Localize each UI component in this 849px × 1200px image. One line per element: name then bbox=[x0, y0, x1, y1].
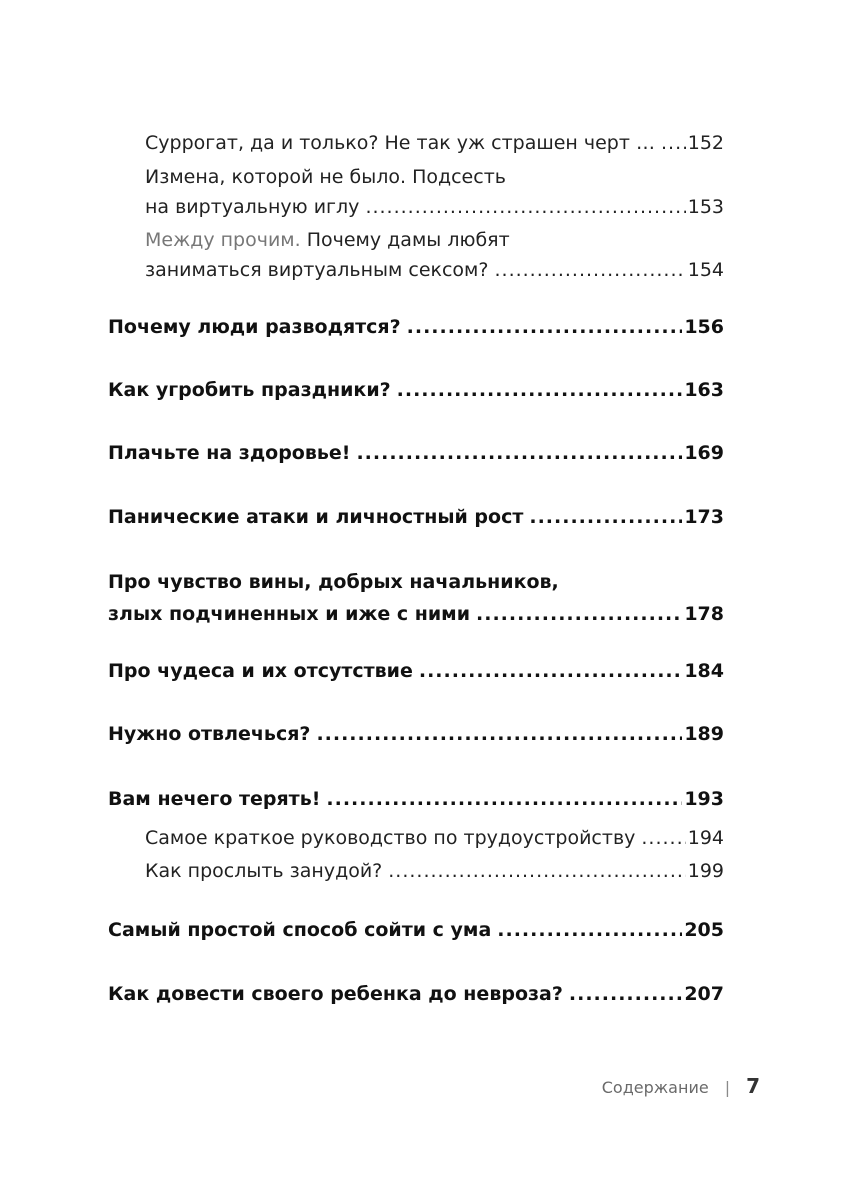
toc-entry-line bbox=[145, 255, 724, 285]
toc-entry-title: Плачьте на здоровье! bbox=[108, 442, 351, 464]
toc-leader-dots bbox=[397, 374, 683, 406]
toc-page-number: 207 bbox=[684, 983, 724, 1005]
toc-entry-line bbox=[145, 856, 724, 886]
toc-entry-title: Панические атаки и личностный рост bbox=[108, 506, 524, 528]
toc-entry-title: Как угробить праздники? bbox=[108, 379, 391, 401]
toc-entry-title: Нужно отвлечься? bbox=[108, 723, 311, 745]
toc-entry[interactable] bbox=[145, 225, 724, 285]
toc-leader-dots bbox=[497, 914, 682, 946]
toc-page-number: 178 bbox=[684, 603, 724, 625]
toc-leader-dots bbox=[569, 978, 682, 1010]
toc-entry[interactable] bbox=[108, 566, 724, 630]
toc-page-number: 169 bbox=[684, 442, 724, 464]
page-footer bbox=[560, 1074, 760, 1102]
toc-leader-dots bbox=[661, 128, 686, 158]
toc-entry[interactable] bbox=[108, 718, 724, 750]
footer-separator: | bbox=[724, 1078, 731, 1097]
toc-leader-dots bbox=[529, 501, 682, 533]
toc-entry-line bbox=[108, 374, 724, 406]
running-footer-section: Содержание bbox=[601, 1078, 709, 1097]
toc-entry-title: Суррогат, да и только? Не так уж страшен черт … bbox=[145, 132, 655, 154]
toc-entry-title: Про чудеса и их отсутствие bbox=[108, 660, 413, 682]
toc-entry[interactable] bbox=[145, 823, 724, 853]
toc-entry-line bbox=[108, 566, 724, 598]
toc-entry-line bbox=[145, 128, 724, 158]
toc-leader-dots bbox=[365, 192, 685, 222]
toc-entry-title: Про чувство вины, добрых начальников, bbox=[108, 571, 559, 593]
toc-entry[interactable] bbox=[145, 162, 724, 222]
toc-leader-dots bbox=[316, 718, 682, 750]
toc-entry-title: Измена, которой не было. Подсесть bbox=[145, 166, 506, 188]
toc-entry-title: Почему люди разводятся? bbox=[108, 316, 401, 338]
toc-entry-prefix: Между прочим. bbox=[145, 229, 301, 251]
toc-entry-line bbox=[108, 718, 724, 750]
toc-entry-title-cont: злых подчиненных и иже с ними bbox=[108, 603, 471, 625]
toc-page-number: 199 bbox=[687, 860, 724, 882]
toc-page-number: 173 bbox=[684, 506, 724, 528]
toc-entry[interactable] bbox=[108, 437, 724, 469]
toc-entry-title-text: Почему дамы любят bbox=[300, 229, 510, 251]
toc-entry-title: Вам нечего терять! bbox=[108, 788, 321, 810]
toc-entry-title: Как прослыть занудой? bbox=[145, 860, 383, 882]
toc-entry[interactable] bbox=[145, 128, 724, 158]
toc-leader-dots bbox=[356, 437, 682, 469]
toc-entry[interactable] bbox=[108, 783, 724, 815]
toc-page-number: 163 bbox=[684, 379, 724, 401]
toc-entry[interactable] bbox=[108, 978, 724, 1010]
page-number: 7 bbox=[746, 1074, 760, 1098]
toc-page-number: 189 bbox=[684, 723, 724, 745]
toc-page-number: 184 bbox=[684, 660, 724, 682]
toc-leader-dots bbox=[326, 783, 682, 815]
toc-page-number: 205 bbox=[684, 919, 724, 941]
toc-entry-line bbox=[108, 914, 724, 946]
toc-entry-title: Как довести своего ребенка до невроза? bbox=[108, 983, 563, 1005]
toc-page-number: 194 bbox=[687, 827, 724, 849]
toc-page-number: 193 bbox=[684, 788, 724, 810]
toc-leader-dots bbox=[494, 255, 685, 285]
toc-entry-title bbox=[145, 225, 510, 255]
toc-page-number: 152 bbox=[687, 132, 724, 154]
toc-entry-line bbox=[108, 783, 724, 815]
toc-entry-title-cont: заниматься виртуальным сексом? bbox=[145, 259, 489, 281]
toc-entry[interactable] bbox=[108, 311, 724, 343]
toc-leader-dots bbox=[388, 856, 685, 886]
toc-entry-line bbox=[108, 437, 724, 469]
toc-entry-line bbox=[108, 598, 724, 630]
toc-page-number: 156 bbox=[684, 316, 724, 338]
toc-page-number: 153 bbox=[687, 196, 724, 218]
toc-page-number: 154 bbox=[687, 259, 724, 281]
toc-leader-dots bbox=[476, 598, 682, 630]
toc-leader-dots bbox=[641, 823, 685, 853]
toc-entry-line bbox=[108, 655, 724, 687]
toc-entry-line bbox=[145, 162, 724, 192]
toc-entry-line bbox=[145, 225, 724, 255]
toc-entry-title: Самый простой способ сойти с ума bbox=[108, 919, 492, 941]
toc-leader-dots bbox=[419, 655, 682, 687]
toc-entry-line bbox=[108, 501, 724, 533]
toc-entry-line bbox=[145, 823, 724, 853]
toc-entry[interactable] bbox=[108, 655, 724, 687]
toc-entry[interactable] bbox=[145, 856, 724, 886]
toc-entry[interactable] bbox=[108, 914, 724, 946]
toc-entry-line bbox=[108, 311, 724, 343]
toc-leader-dots bbox=[407, 311, 683, 343]
toc-entry-line bbox=[145, 192, 724, 222]
toc-entry-title-cont: на виртуальную иглу bbox=[145, 196, 360, 218]
toc-entry-title: Самое краткое руководство по трудоустройству bbox=[145, 827, 636, 849]
toc-entry-line bbox=[108, 978, 724, 1010]
toc-entry[interactable] bbox=[108, 374, 724, 406]
toc-entry[interactable] bbox=[108, 501, 724, 533]
